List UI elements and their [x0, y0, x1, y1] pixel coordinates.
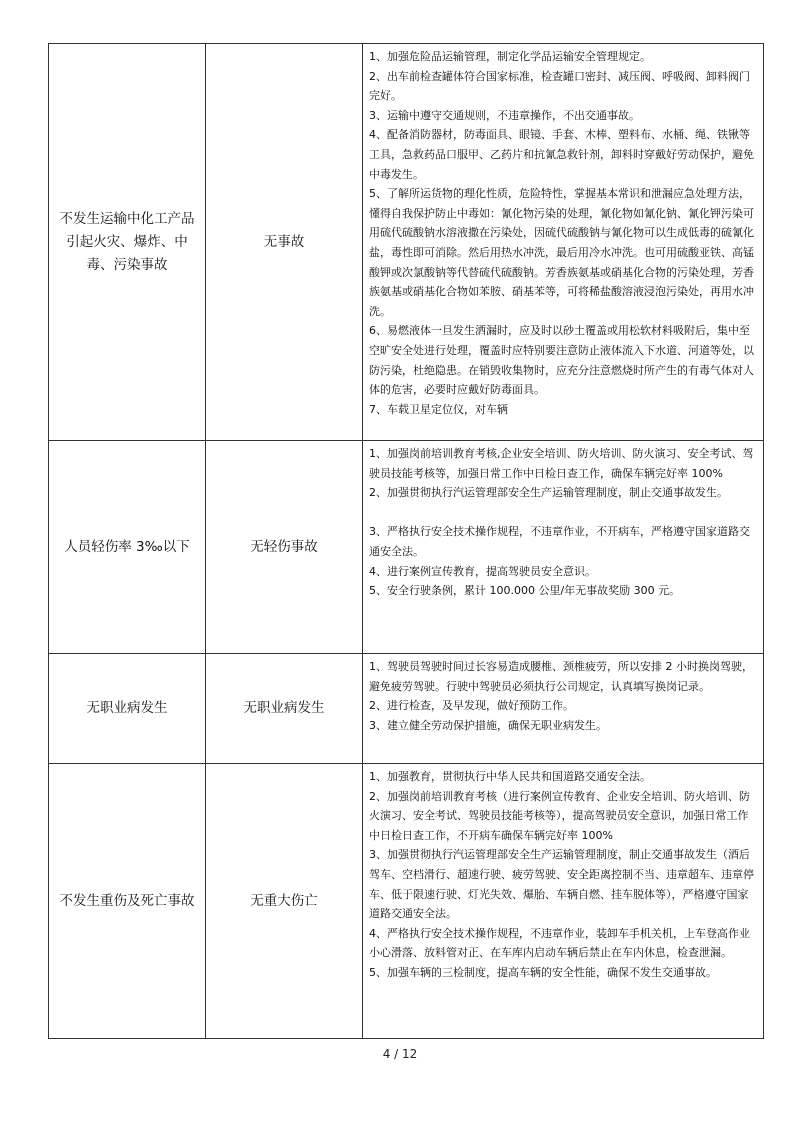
measure-item: 7、车载卫星定位仪，对车辆 — [369, 402, 508, 416]
measure-item: 1、驾驶员驾驶时间过长容易造成腰椎、颈椎疲劳，所以安排 2 小时换岗驾驶，避免疲劳驾驶。行驶中驾驶员必须执行公司规定，认真填写换岗记录。 — [369, 660, 753, 693]
goal-cell — [49, 654, 206, 764]
measures-cell — [363, 654, 764, 764]
measure-item: 5、加强车辆的三检制度，提高车辆的安全性能，确保不发生交通事故。 — [369, 965, 717, 979]
measure-item: 5、了解所运货物的理化性质，危险特性，掌握基本常识和泄漏应急处理方法，懂得自我保护防止中毒如：氰化物污染的处理，氰化物如氰化钠、氰化钾污染可用硫代硫酸钠水溶液撒在污染处，因硫代硫酸钠与氰化物可以生成低毒的硫氰化盐，毒性即可消除。然后用热水冲洗，最后用冷水冲洗。也可用硫酸亚铁、高锰酸钾或次氯酸钠等代替硫代硫酸钠。芳香族氨基或硝基化合物的污染处理，芳香族氨基或硝基化合物如苯胺、硝基苯等，可将稀盐酸溶液浸泡污染处，再用水冲洗。 — [369, 187, 754, 318]
goal-cell — [49, 764, 206, 1039]
measure-item: 2、加强贯彻执行汽运管理部安全生产运输管理制度，制止交通事故发生。 — [369, 486, 728, 500]
table-row — [49, 441, 764, 654]
measure-item: 5、安全行驶条例，累计 100.000 公里/年无事故奖励 300 元。 — [369, 584, 681, 598]
goal-cell — [49, 44, 206, 441]
measure-item: 2、出车前检查罐体符合国家标准，检查罐口密封、减压阀、呼吸阀、卸料阀门完好。 — [369, 69, 750, 103]
measure-item: 4、配备消防器材，防毒面具、眼镜、手套、木棒、塑料布、水桶、绳、铁锹等工具，急救药品口服甲、乙药片和抗氰急救针剂，卸料时穿戴好劳动保护，避免中毒发生。 — [369, 128, 754, 181]
measures-cell — [363, 44, 764, 441]
measure-item: 4、进行案例宣传教育，提高驾驶员安全意识。 — [369, 564, 596, 578]
measure-item — [369, 503, 759, 523]
measures-cell — [363, 764, 764, 1039]
target-cell: 无事故 — [206, 44, 363, 441]
goal-text: 人员轻伤率 3‰以下 — [64, 538, 190, 555]
safety-goals-table — [48, 43, 764, 1039]
goal-cell — [49, 441, 206, 654]
goal-text: 不发生重伤及死亡事故 — [59, 892, 195, 909]
goal-text: 不发生运输中化工产品引起火灾、爆炸、中毒、污染事故 — [59, 210, 195, 273]
measure-item: 1、加强岗前培训教育考核,企业安全培训、防火培训、防火演习、安全考试、驾驶员技能考核等，加强日常工作中日检日查工作，确保车辆完好率 100% — [369, 447, 754, 480]
target-cell: 无重大伤亡 — [206, 764, 363, 1039]
measures-list — [369, 767, 759, 983]
measure-item: 3、运输中遵守交通规则，不违章操作，不出交通事故。 — [369, 108, 640, 122]
measure-item: 3、严格执行安全技术操作规程，不违章作业，不开病车，严格遵守国家道路交通安全法。 — [369, 525, 750, 558]
measures-list — [369, 657, 759, 735]
table-row — [49, 764, 764, 1039]
measure-item: 2、进行检查，及早发现，做好预防工作。 — [369, 699, 574, 713]
target-cell: 无轻伤事故 — [206, 441, 363, 654]
measure-item: 2、加强岗前培训教育考核（进行案例宣传教育、企业安全培训、防火培训、防火演习、安全考试、驾驶员技能考核等），提高驾驶员安全意识，加强日常工作中日检日查工作，不开病车确保车辆完好率 100% — [369, 789, 750, 842]
table-row — [49, 654, 764, 764]
target-cell: 无职业病发生 — [206, 654, 363, 764]
measure-item: 4、严格执行安全技术操作规程，不违章作业，装卸车手机关机，上车登高作业小心滑落、放料管对正、在车库内启动车辆后禁止在车内休息，检查泄漏。 — [369, 926, 750, 960]
table-row — [49, 44, 764, 441]
measures-cell — [363, 441, 764, 654]
measure-item: 3、加强贯彻执行汽运管理部安全生产运输管理制度，制止交通事故发生（酒后驾车、空档滑行、超速行驶、疲劳驾驶、安全距离控制不当、违章超车、违章停车、低于限速行驶、灯光失效、爆胎、车辆自燃、挂车脱体等），严格遵守国家道路交通安全法。 — [369, 848, 754, 921]
page-number: 4 / 12 — [382, 1047, 418, 1061]
goal-text: 无职业病发生 — [86, 700, 168, 716]
measures-list — [369, 444, 759, 601]
measure-item: 6、易燃液体一旦发生洒漏时，应及时以砂土覆盖或用松软材料吸附后，集中至空旷安全处进行处理，覆盖时应特别要注意防止液体流入下水道、河道等处，以防污染，杜绝隐患。在销毁收集物时，应充分注意燃烧时所产生的有毒气体对人体的危害，必要时应戴好防毒面具。 — [369, 324, 754, 397]
measure-item: 1、加强教育，贯彻执行中华人民共和国道路交通安全法。 — [369, 770, 651, 783]
measure-item: 3、建立健全劳动保护措施，确保无职业病发生。 — [369, 718, 607, 732]
measures-list — [369, 47, 759, 419]
measure-item: 1、加强危险品运输管理，制定化学品运输安全管理规定。 — [369, 50, 651, 63]
